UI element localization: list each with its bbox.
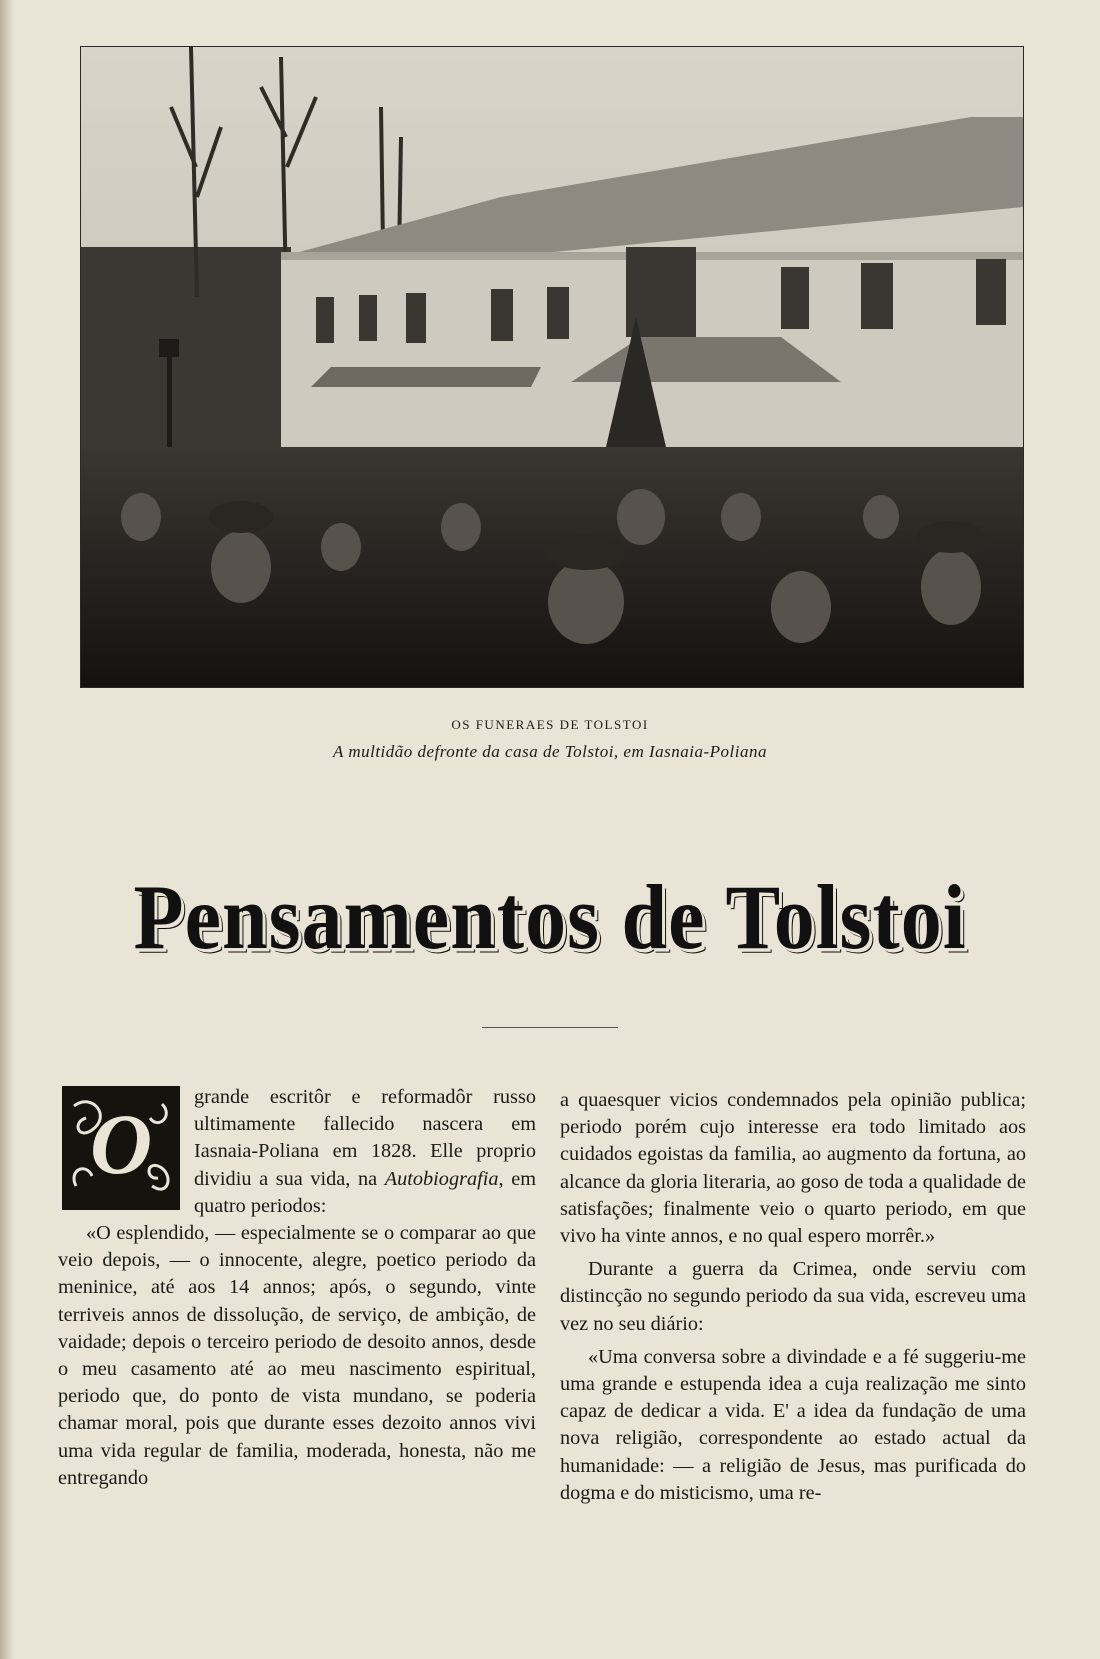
article-title: Pensamentos de Tolstoi: [133, 866, 967, 969]
paragraph-quote-continued: a quaesquer vicios condemnados pela opinião publica; periodo porém cujo interesse era todo limitado aos cuidados egoistas da familia, ao augmento da fortuna, ao alcance da gloria literaria, ao goso de toda a qualidade de satisfações; finalmente veio o quarto periodo, em que vivo ha vinte annos, e no qual espero morrêr.»: [560, 1089, 1026, 1248]
paragraph-diary-quote: «Uma conversa sobre a divindade e a fé suggeriu-me uma grande e estupenda idea a cuja realização me sinto capaz de dedicar a vida. E' a idea da fundação de uma nova religião, correspondente ao estado actual da humanidade: — a religião de Jesus, mas purificada do dogma e do misticismo, uma re-: [560, 1345, 1026, 1504]
paragraph-crimea: Durante a guerra da Crimea, onde serviu com distincção no segundo periodo da sua vida, escreveu uma vez no seu diário:: [560, 1258, 1026, 1335]
article-right-column: [560, 1087, 1026, 1507]
dropcap-letter: O: [89, 1096, 153, 1192]
title-divider: [482, 1027, 618, 1028]
article-left-column: [58, 1084, 536, 1492]
paragraph-quote-periods: «O esplendido, — especialmente se o comparar ao que veio depois, — o innocente, alegre, poetico periodo da meninice, até aos 14 annos; após, o segundo, vinte terriveis annos de dissolução, de serviço, de ambição, de vaidade; depois o terceiro periodo de desoito annos, desde o meu casamento até ao meu nascimento espiritual, periodo que, do ponto de vista mundano, se poderia chamar moral, pois que durante esses dezoito annos vivi uma vida regular de familia, moderada, honesta, não me entregando: [58, 1222, 536, 1489]
photo-caption-subtitle: A multidão defronte da casa de Tolstoi, em Iasnaia-Poliana: [333, 742, 767, 761]
funeral-photograph: [80, 46, 1024, 688]
intro-text-start: grande escritôr e reformadôr russo ultimamente fallecido nascera em Iasnaia-Poliana em 1828. Elle proprio dividiu a sua vida, na: [194, 1086, 536, 1190]
autobiografia-title: Autobiografia: [384, 1167, 499, 1190]
page-binding-edge: [0, 0, 14, 1659]
intro-text-end: , em quatro periodos:: [194, 1167, 536, 1217]
photo-caption-title: OS FUNERAES DE TOLSTOI: [451, 717, 649, 732]
ornamental-dropcap: [62, 1086, 180, 1210]
